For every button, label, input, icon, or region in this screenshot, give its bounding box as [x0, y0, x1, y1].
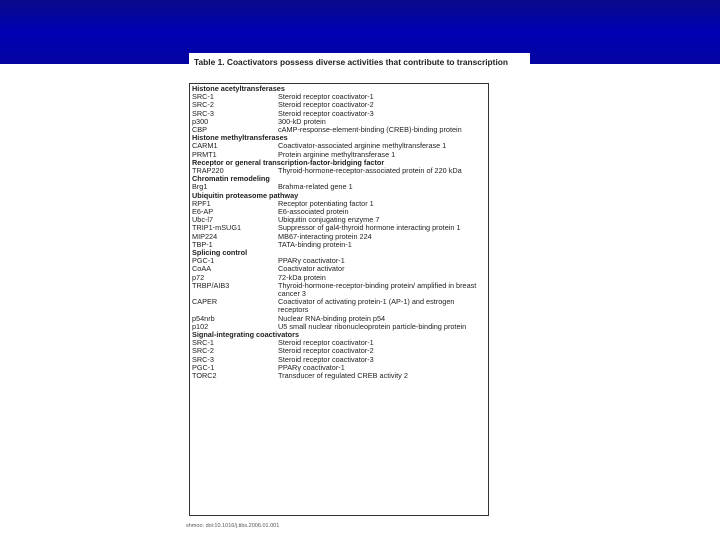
coactivator-abbreviation: TRAP220: [192, 166, 224, 175]
coactivator-abbreviation: p102: [192, 322, 209, 331]
table-caption: Table 1. Coactivators possess diverse activities that contribute to transcription: [194, 57, 508, 67]
coactivator-full-name: Receptor potentiating factor 1: [278, 198, 374, 208]
table-document: [186, 53, 530, 529]
coactivator-full-name: Steroid receptor coactivator-3: [278, 108, 374, 118]
coactivator-full-name: Steroid receptor coactivator-2: [278, 100, 374, 110]
coactivator-abbreviation: RPF1: [192, 199, 211, 208]
coactivator-full-name: Steroid receptor coactivator-3: [278, 354, 374, 364]
table-row: [192, 298, 488, 314]
coactivator-abbreviation: SRC-3: [192, 355, 214, 364]
coactivator-abbreviation: SRC-1: [192, 93, 214, 102]
coactivator-full-name: U5 small nuclear ribonucleoprotein particle-binding protein: [278, 321, 467, 331]
coactivator-abbreviation: SRC-2: [192, 101, 214, 110]
coactivator-abbreviation: Brg1: [192, 183, 208, 192]
coactivator-abbreviation: TORC2: [192, 372, 217, 380]
coactivator-full-name: 300-kD protein: [278, 116, 326, 126]
coactivator-full-name: Protein arginine methyltransferase 1: [278, 149, 396, 159]
coactivator-full-name: Coactivator of activating protein-1 (AP-1) and estrogen receptors: [278, 297, 455, 315]
coactivator-abbreviation: SRC-3: [192, 109, 214, 118]
coactivator-full-name: PPARγ coactivator-1: [278, 362, 345, 372]
coactivator-abbreviation: E6-AP: [192, 207, 214, 216]
coactivator-full-name: Ubiquitin conjugating enzyme 7: [278, 215, 380, 225]
section-heading: Histone methyltransferases: [192, 133, 288, 143]
coactivator-full-name: Steroid receptor coactivator-1: [278, 338, 374, 348]
coactivator-full-name: Transducer of regulated CREB activity 2: [278, 371, 408, 380]
section-heading: Chromatin remodeling: [192, 174, 270, 184]
coactivator-abbreviation: SRC-1: [192, 339, 214, 348]
section-heading: Histone acetyltransferases: [192, 84, 285, 93]
coactivator-abbreviation: Ubc-l7: [192, 216, 214, 225]
coactivator-abbreviation: MIP224: [192, 232, 218, 241]
coactivator-full-name: Brahma-related gene 1: [278, 182, 353, 192]
table-row: [192, 372, 488, 380]
coactivator-abbreviation: PRMT1: [192, 150, 217, 159]
doi-citation: shmoo: doi:10.1016/j.tibs.2006.01.001: [186, 523, 280, 529]
coactivator-abbreviation: SRC-2: [192, 347, 214, 356]
coactivator-abbreviation: CBP: [192, 126, 208, 134]
table-row: [192, 265, 488, 273]
coactivator-abbreviation: TBP-1: [192, 240, 213, 249]
coactivator-full-name: PPARγ coactivator-1: [278, 256, 345, 266]
coactivator-full-name: cAMP-response-element-binding (CREB)-binding protein: [278, 125, 462, 134]
coactivator-table: [189, 83, 489, 516]
coactivator-full-name: Coactivator activator: [278, 264, 345, 274]
coactivator-full-name: Steroid receptor coactivator-2: [278, 346, 374, 356]
coactivator-abbreviation: p300: [192, 117, 209, 126]
coactivator-full-name: Thyroid-hormone-receptor-binding protein/ amplified in breast cancer 3: [278, 280, 477, 298]
coactivator-abbreviation: TRBP/AIB3: [192, 281, 230, 290]
coactivator-abbreviation: CoAA: [192, 265, 212, 274]
table-row: [192, 110, 488, 118]
coactivator-full-name: TATA-binding protein-1: [278, 239, 352, 249]
coactivator-full-name: MB67-interacting protein 224: [278, 231, 372, 241]
coactivator-abbreviation: CAPER: [192, 298, 218, 307]
coactivator-abbreviation: PGC-1: [192, 363, 215, 372]
section-heading: Receptor or general transcription-factor-bridging factor: [192, 157, 385, 167]
coactivator-full-name: Nuclear RNA-binding protein p54: [278, 313, 386, 323]
section-heading: Splicing control: [192, 247, 248, 257]
coactivator-full-name: E6-associated protein: [278, 206, 349, 216]
coactivator-abbreviation: p54nrb: [192, 314, 215, 323]
coactivator-full-name: Thyroid-hormone-receptor-associated protein of 220 kDa: [278, 165, 462, 175]
coactivator-full-name: Steroid receptor coactivator-1: [278, 92, 374, 102]
coactivator-abbreviation: CARM1: [192, 142, 218, 151]
section-heading: Signal-integrating coactivators: [192, 330, 300, 339]
coactivator-full-name: 72-kDa protein: [278, 272, 326, 282]
coactivator-full-name: Suppressor of gal4-thyroid hormone interacting protein 1: [278, 223, 461, 233]
coactivator-abbreviation: p72: [192, 273, 205, 282]
coactivator-abbreviation: PGC-1: [192, 257, 215, 266]
coactivator-full-name: Coactivator-associated arginine methyltransferase 1: [278, 141, 447, 151]
table-row: [192, 282, 488, 298]
coactivator-abbreviation: TRIP1-mSUG1: [192, 224, 242, 233]
section-heading: Ubiquitin proteasome pathway: [192, 190, 299, 200]
